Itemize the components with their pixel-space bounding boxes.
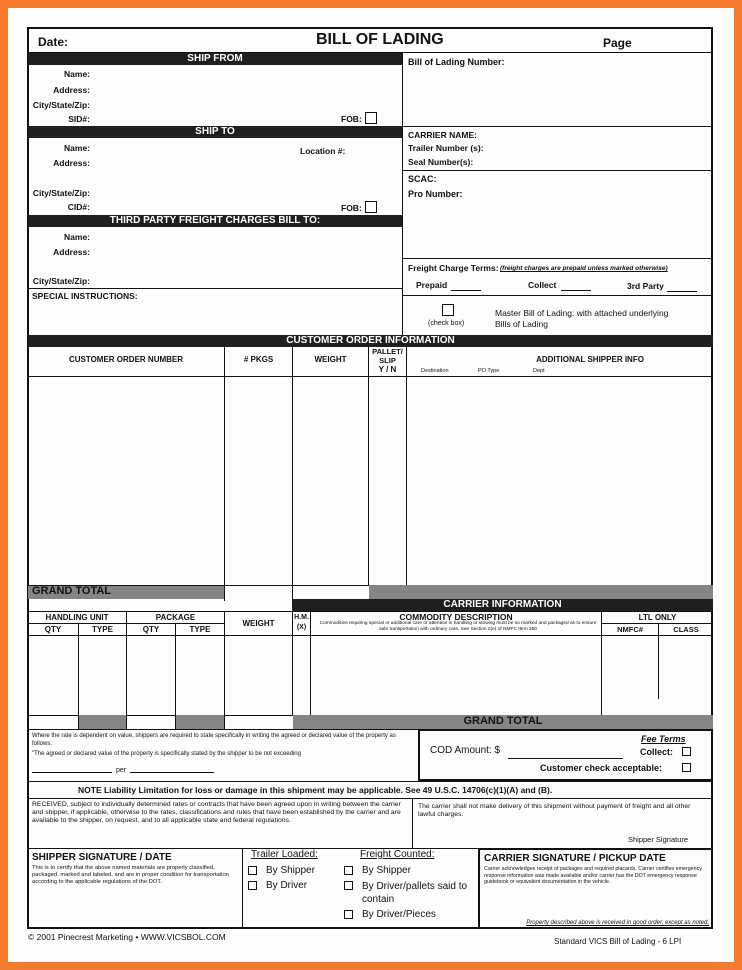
ship-to-location-label: Location #: — [300, 146, 346, 156]
fee-collect-label: Collect: — [640, 747, 674, 757]
pkg-qty-header: QTY — [142, 625, 160, 634]
third-party-bar: THIRD PARTY FREIGHT CHARGES BILL TO: — [28, 215, 402, 227]
freight-counted-pieces-label: By Driver/Pieces — [362, 909, 436, 920]
declared-value-per-field[interactable] — [130, 772, 214, 773]
col-weight: WEIGHT — [314, 355, 347, 364]
col-pallet-2: SLIP — [379, 356, 396, 365]
freight-terms-label: Freight Charge Terms: — [408, 263, 499, 273]
freight-terms-note: (freight charges are prepaid unless marked otherwise) — [500, 265, 668, 272]
cod-amount-field[interactable] — [508, 758, 623, 759]
carrier-signature-title: CARRIER SIGNATURE / PICKUP DATE — [484, 853, 666, 864]
property-received-note: Property described above is received in good order, except as noted. — [526, 920, 709, 926]
col-additional-shipper-info: ADDITIONAL SHIPPER INFO — [536, 355, 644, 364]
customer-check-checkbox[interactable] — [682, 763, 691, 772]
carrier-name-label: CARRIER NAME: — [408, 130, 477, 140]
bol-number-label: Bill of Lading Number: — [408, 57, 505, 67]
form-title: BILL OF LADING — [316, 31, 444, 48]
sub-dept: Dept — [533, 368, 545, 374]
ship-from-fob-checkbox[interactable] — [365, 112, 377, 124]
trailer-loaded-shipper-checkbox[interactable] — [248, 866, 257, 875]
third-party-terms-field[interactable] — [667, 291, 697, 292]
scac-label: SCAC: — [408, 174, 437, 184]
trailer-loaded-shipper-label: By Shipper — [266, 865, 315, 876]
carrier-delivery-note: The carrier shall not make delivery of this shipment without payment of freight and all other lawful charges. — [418, 803, 691, 819]
shipper-signature-title: SHIPPER SIGNATURE / DATE — [32, 852, 172, 863]
declared-value-text: Where the rate is dependent on value, shippers are required to state specifically in writing the agreed or declared value of the property as follows: — [32, 733, 396, 747]
declared-value-field[interactable] — [32, 772, 112, 773]
col-pallet-1: PALLET/ — [372, 347, 403, 356]
date-label: Date: — [38, 35, 69, 49]
trailer-loaded-driver-checkbox[interactable] — [248, 881, 257, 890]
liability-note: NOTE Liability Limitation for loss or damage in this shipment may be applicable. See 49 U.S.C. 14706(c)(1)(A) and (B). — [78, 785, 553, 795]
ship-from-address-label: Address: — [53, 85, 90, 95]
carrier-grand-total: GRAND TOTAL — [293, 715, 713, 729]
third-party-terms-label: 3rd Party — [627, 281, 664, 291]
commodity-note: Commodities requiring special or additional care or attention in handling or stowing must be so marked and packaged as to ensure safe transportation with ordinary care. See Section 2(e) of NMFC Item 360 — [319, 621, 597, 632]
ship-to-city-label: City/State/Zip: — [32, 188, 90, 198]
pro-number-label: Pro Number: — [408, 189, 463, 199]
trailer-number-label: Trailer Number (s): — [408, 143, 484, 153]
collect-label: Collect — [528, 280, 557, 290]
sub-destination: Destination — [421, 368, 449, 374]
carrier-weight-header: WEIGHT — [242, 619, 275, 628]
page-label: Page — [603, 36, 632, 50]
shipper-signature-label: Shipper Signature — [628, 835, 689, 844]
cod-amount-label: COD Amount: $ — [430, 745, 501, 756]
ship-to-name-label: Name: — [64, 143, 90, 153]
ship-to-bar: SHIP TO — [28, 126, 402, 138]
prepaid-field[interactable] — [451, 290, 481, 291]
ship-to-fob-label: FOB: — [341, 203, 362, 213]
bill-of-lading-form — [8, 8, 734, 962]
ship-from-sid-label: SID#: — [68, 114, 90, 124]
class-header: CLASS — [673, 625, 699, 634]
freight-counted-pallets-checkbox[interactable] — [344, 881, 353, 890]
master-bol-checkbox[interactable] — [442, 304, 454, 316]
col-customer-order-number: CUSTOMER ORDER NUMBER — [68, 355, 184, 364]
trailer-loaded-label: Trailer Loaded: — [251, 849, 318, 860]
prepaid-label: Prepaid — [416, 280, 448, 290]
per-label: per — [116, 767, 127, 774]
col-pkgs: # PKGS — [243, 355, 274, 364]
customer-order-grand-total: GRAND TOTAL — [28, 585, 224, 599]
declared-value-text-2: "The agreed or declared value of the property is specifically stated by the shipper to be not exceeding — [32, 751, 301, 757]
hm-header-2: (X) — [296, 624, 307, 631]
ship-to-fob-checkbox[interactable] — [365, 201, 377, 213]
handling-unit-header: HANDLING UNIT — [45, 613, 109, 622]
footer-form-name: Standard VICS Bill of Lading - 6 LPI — [554, 937, 682, 946]
fee-terms-label: Fee Terms — [641, 734, 686, 744]
fee-collect-checkbox[interactable] — [682, 747, 691, 756]
ltl-only-header: LTL ONLY — [638, 613, 677, 622]
nmfc-header: NMFC# — [617, 625, 643, 634]
customer-order-bar: CUSTOMER ORDER INFORMATION — [28, 335, 713, 347]
freight-counted-pallets-label: By Driver/pallets said to contain — [362, 881, 468, 905]
freight-counted-label: Freight Counted: — [360, 849, 435, 860]
third-party-address-label: Address: — [53, 247, 90, 257]
third-party-city-label: City/State/Zip: — [32, 276, 90, 286]
shipper-certify-text: This is to certify that the above named materials are properly classified, packaged, marked and labeled, and are in proper condition for transportation according to the applicable regulations of the DOT. — [32, 865, 229, 885]
special-instructions-label: SPECIAL INSTRUCTIONS: — [32, 291, 138, 301]
hu-qty-header: QTY — [44, 625, 62, 634]
freight-counted-shipper-label: By Shipper — [362, 865, 411, 876]
seal-numbers-label: Seal Number(s): — [408, 157, 474, 167]
ship-from-name-label: Name: — [64, 69, 90, 79]
trailer-loaded-driver-label: By Driver — [266, 880, 308, 891]
master-bol-label: Master Bill of Lading: with attached underlying Bills of Lading — [495, 308, 669, 329]
freight-counted-pieces-checkbox[interactable] — [344, 910, 353, 919]
package-header: PACKAGE — [155, 613, 196, 622]
carrier-certify-text: Carrier acknowledges receipt of packages and required placards. Carrier certifies emergency response information was made available and/or carrier has the DOT emergency response guidebook or equivalent documentation in the vehicle. — [484, 866, 702, 885]
ship-from-fob-label: FOB: — [341, 114, 362, 124]
third-party-name-label: Name: — [64, 232, 90, 242]
footer-copyright: © 2001 Pinecrest Marketing • WWW.VICSBOL.COM — [28, 932, 226, 942]
commodity-header: COMMODITY DESCRIPTION — [399, 612, 513, 622]
freight-counted-shipper-checkbox[interactable] — [344, 866, 353, 875]
customer-check-label: Customer check acceptable: — [540, 763, 663, 773]
ship-to-address-label: Address: — [53, 158, 90, 168]
hm-header-1: H.M. — [294, 614, 309, 621]
received-text: RECEIVED, subject to individually determined rates or contracts that have been agreed upon in writing between the carrier and shipper, if applicable, otherwise to the rates, classifications and rules that have been established by the carrier and are available to the shipper, on request, and to all applicable state and federal regulations. — [32, 801, 401, 825]
pkg-type-header: TYPE — [189, 625, 211, 634]
check-box-label: (check box) — [428, 320, 465, 327]
hu-type-header: TYPE — [92, 625, 113, 634]
carrier-info-bar: CARRIER INFORMATION — [292, 599, 713, 611]
ship-from-city-label: City/State/Zip: — [32, 100, 90, 110]
col-pallet-3: Y / N — [378, 365, 397, 374]
sub-po-type: PO Type — [478, 368, 500, 374]
ship-to-cid-label: CID#: — [67, 202, 90, 212]
ship-from-bar: SHIP FROM — [28, 53, 402, 65]
collect-field[interactable] — [561, 290, 591, 291]
